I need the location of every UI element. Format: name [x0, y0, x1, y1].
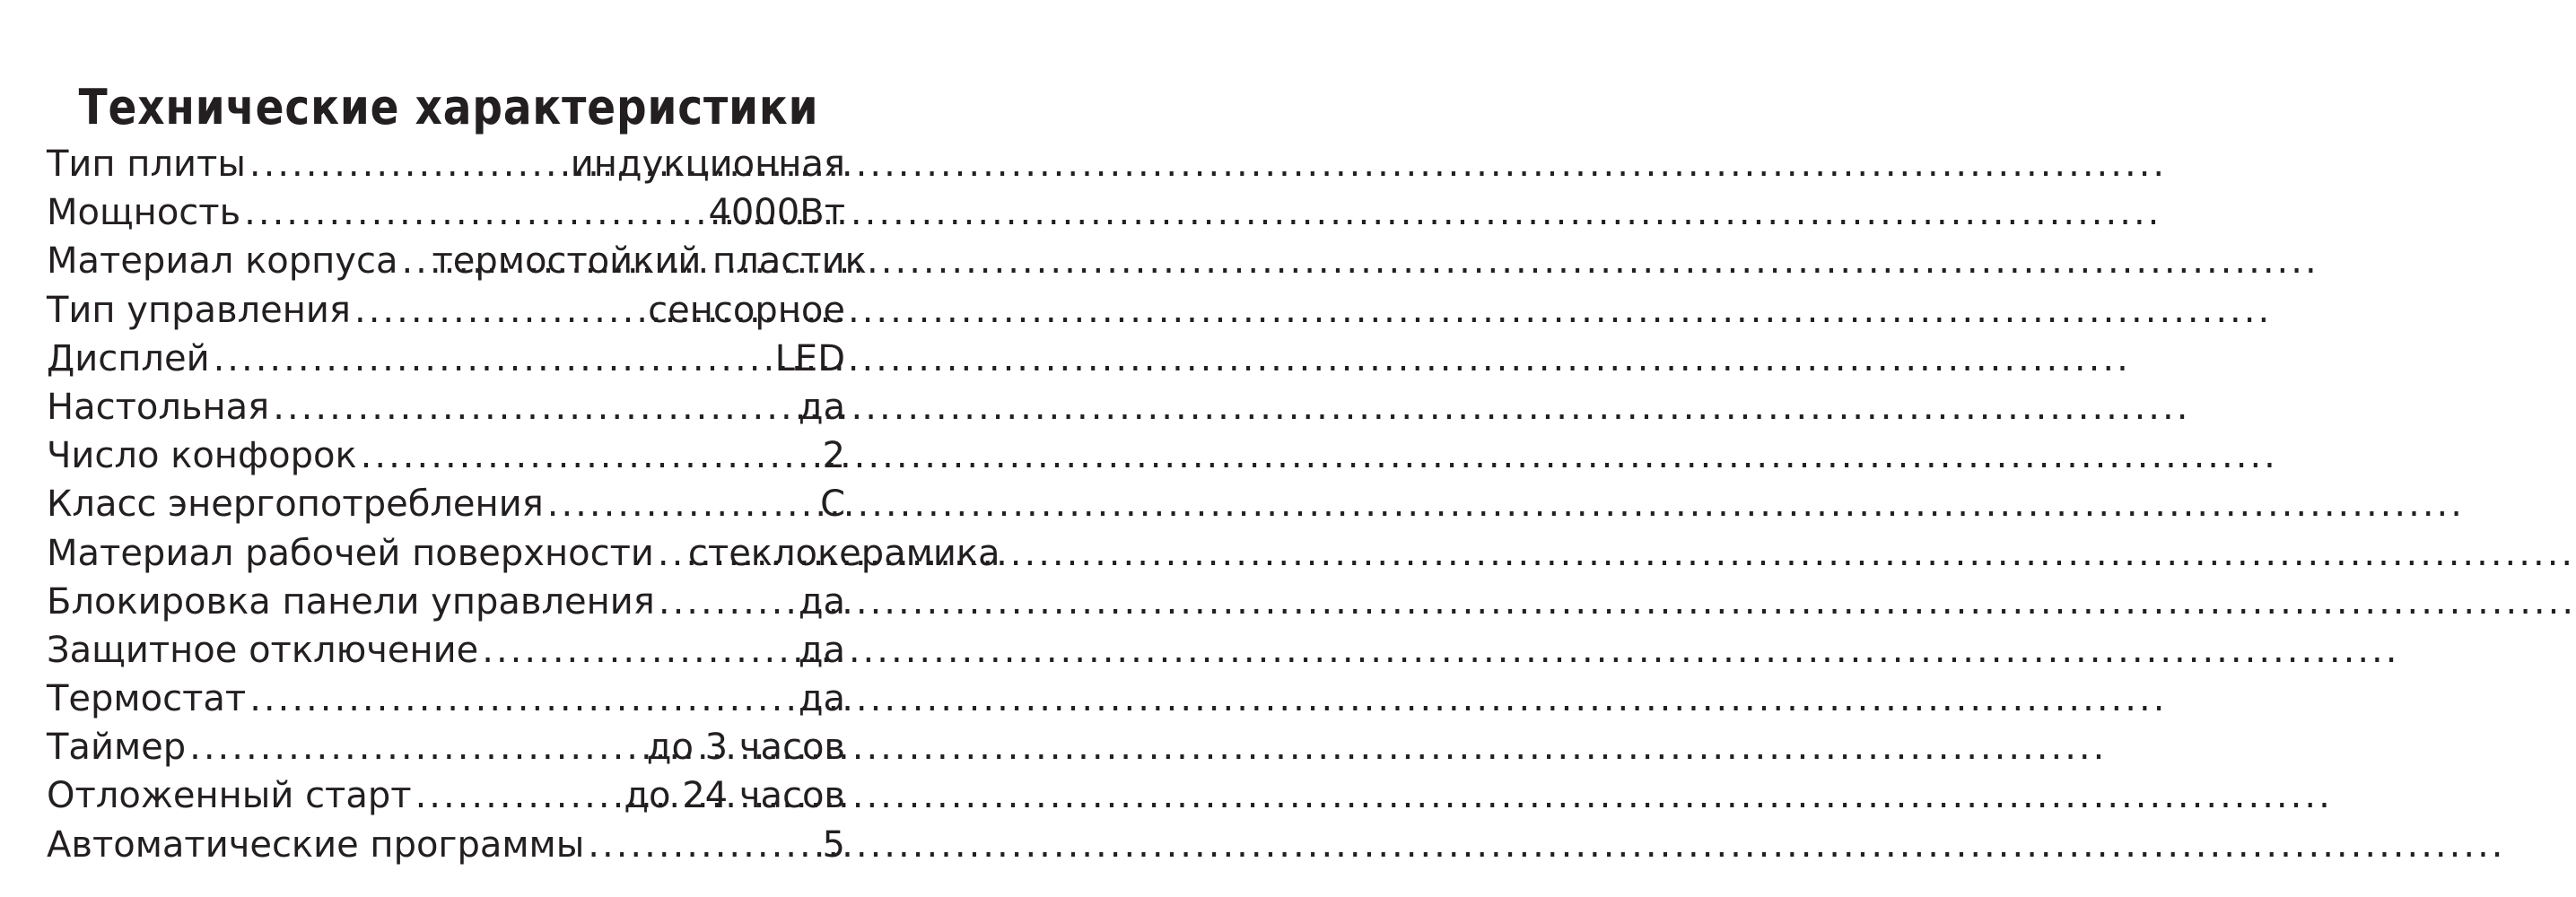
- spec-row: [47, 578, 845, 626]
- spec-row: [47, 626, 845, 675]
- dot-leader: [249, 140, 567, 188]
- spec-label: Отложенный старт: [47, 775, 412, 817]
- spec-row: [47, 675, 845, 723]
- dot-leader: [273, 383, 795, 431]
- spec-row: [47, 140, 845, 188]
- spec-row: [47, 480, 845, 528]
- dot-leader: [244, 188, 704, 237]
- spec-value: да: [798, 629, 845, 671]
- spec-label: Мощность: [47, 192, 241, 234]
- spec-value: 4000Вт: [708, 192, 845, 234]
- spec-label: Число конфорок: [47, 435, 357, 477]
- spec-label: Класс энергопотребления: [47, 483, 544, 526]
- spec-label: Тип плиты: [47, 144, 246, 185]
- spec-value: термостойкий пластик: [432, 240, 867, 283]
- spec-value: до 24 часов: [624, 775, 845, 817]
- spec-row: [47, 529, 1000, 578]
- dot-leader: [588, 821, 818, 869]
- spec-label: Защитное отключение: [47, 629, 479, 671]
- spec-row: [47, 431, 845, 480]
- dot-leader: [214, 335, 772, 383]
- spec-value: да: [798, 678, 845, 720]
- spec-value: сенсорное: [648, 289, 845, 331]
- spec-label: Материал корпуса: [47, 240, 398, 283]
- spec-value: C: [820, 483, 845, 526]
- spec-row: [47, 286, 845, 335]
- spec-row: [47, 188, 845, 237]
- dot-leader: [547, 480, 816, 528]
- spec-value: 2: [822, 435, 845, 477]
- dot-leader: [249, 675, 795, 723]
- spec-label: Блокировка панели управления: [47, 580, 655, 623]
- spec-row: [47, 335, 845, 383]
- spec-row: [47, 771, 845, 820]
- spec-value: да: [798, 580, 845, 623]
- spec-row: [47, 237, 867, 285]
- dot-leader: [354, 286, 644, 335]
- spec-value: стеклокерамика: [687, 532, 1000, 574]
- dot-leader: [415, 771, 621, 820]
- spec-label: Автоматические программы: [47, 823, 585, 866]
- dot-leader: [482, 626, 795, 675]
- dot-leader: [401, 237, 428, 285]
- spec-value: 5: [822, 823, 845, 866]
- spec-value: индукционная: [570, 144, 845, 185]
- spec-label: Настольная: [47, 386, 270, 428]
- dot-leader: [189, 723, 643, 771]
- spec-list: [47, 140, 1000, 869]
- dot-leader: [659, 578, 795, 626]
- spec-row: [47, 383, 845, 431]
- spec-label: Тип управления: [47, 289, 351, 331]
- spec-label: Таймер: [47, 727, 187, 769]
- spec-value: до 3 часов: [646, 727, 845, 769]
- spec-row: [47, 821, 845, 869]
- spec-label: Материал рабочей поверхности: [47, 532, 654, 574]
- spec-label: Термостат: [47, 678, 247, 720]
- page-title: Технические характеристики: [78, 79, 819, 136]
- dot-leader: [361, 431, 819, 480]
- spec-value: да: [798, 386, 845, 428]
- dot-leader: [658, 529, 685, 578]
- spec-label: Дисплей: [47, 337, 210, 379]
- spec-row: [47, 723, 845, 771]
- spec-value: LED: [774, 337, 845, 379]
